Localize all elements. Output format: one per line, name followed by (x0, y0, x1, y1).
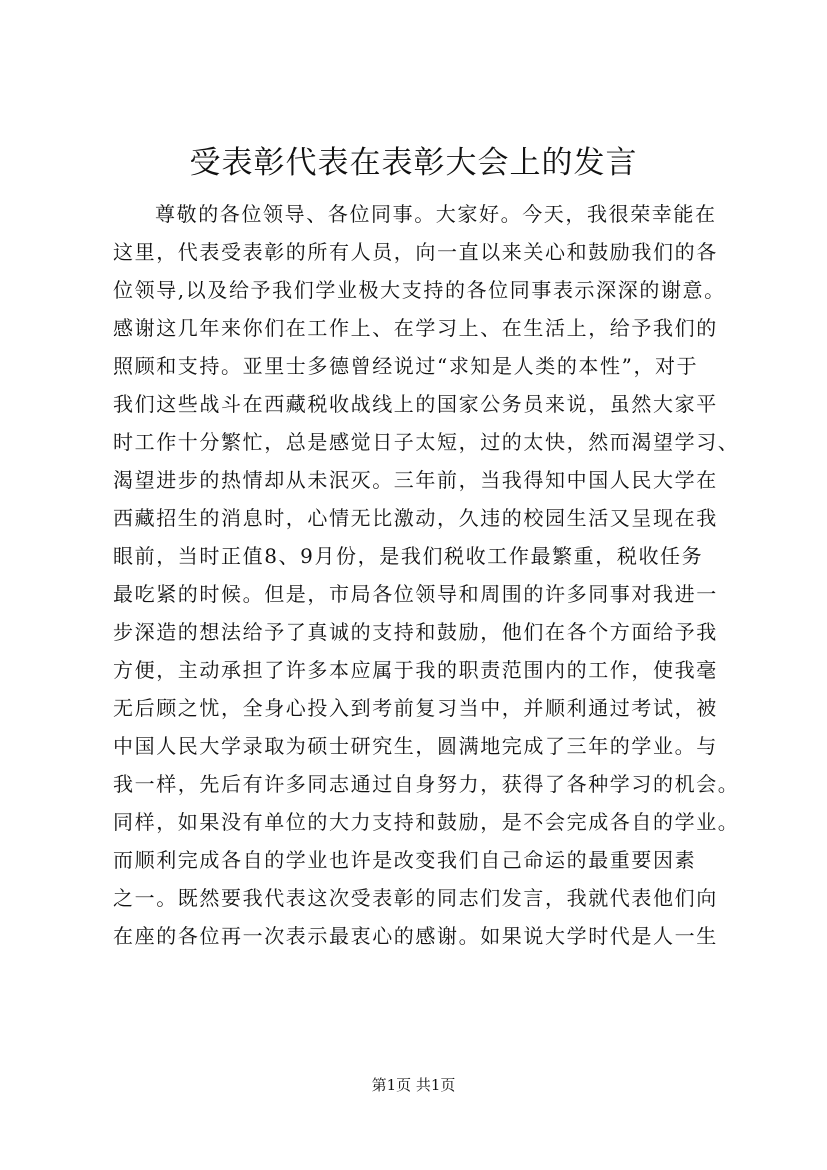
body-line: 而顺利完成各自的学业也许是改变我们自己命运的最重要因素 (113, 848, 697, 872)
body-line: 我们这些战斗在西藏税收战线上的国家公务员来说，虽然大家平 (113, 392, 718, 416)
body-line: 中国人民大学录取为硕士研究生，圆满地完成了三年的学业。与 (113, 734, 718, 758)
body-line: 无后顾之忧，全身心投入到考前复习当中，并顺利通过考试，被 (113, 696, 718, 720)
body-line: 步深造的想法给予了真诚的支持和鼓励，他们在各个方面给予我 (113, 620, 718, 644)
body-line: 尊敬的各位领导、各位同事。大家好。今天，我很荣幸能在 (155, 202, 717, 226)
document-title: 受表彰代表在表彰大会上的发言 (189, 145, 638, 181)
body-line: 方便，主动承担了许多本应属于我的职责范围内的工作，使我毫 (113, 658, 718, 682)
body-line: 眼前，当时正值8、9月份，是我们税收工作最繁重，税收任务 (113, 544, 704, 568)
body-line: 位领导,以及给予我们学业极大支持的各位同事表示深深的谢意。 (113, 278, 726, 302)
body-line: 渴望进步的热情却从未泯灭。三年前，当我得知中国人民大学在 (113, 468, 718, 492)
body-line: 时工作十分繁忙，总是感觉日子太短，过的太快，然而渴望学习、 (113, 430, 740, 454)
body-line: 在座的各位再一次表示最衷心的感谢。如果说大学时代是人一生 (113, 924, 718, 948)
body-line: 我一样，先后有许多同志通过自身努力，获得了各种学习的机会。 (113, 772, 740, 796)
body-line: 同样，如果没有单位的大力支持和鼓励，是不会完成各自的学业。 (113, 810, 740, 834)
body-line: 西藏招生的消息时，心情无比激动，久违的校园生活又呈现在我 (113, 506, 718, 530)
body-line: 这里，代表受表彰的所有人员，向一直以来关心和鼓励我们的各 (113, 240, 718, 264)
page-footer: 第1页 共1页 (371, 1076, 456, 1094)
body-line: 感谢这几年来你们在工作上、在学习上、在生活上，给予我们的 (113, 316, 718, 340)
body-line: 最吃紧的时候。但是，市局各位领导和周围的许多同事对我进一 (113, 582, 718, 606)
body-line: 照顾和支持。亚里士多德曾经说过“求知是人类的本性”，对于 (113, 354, 699, 378)
document-body (113, 195, 740, 955)
body-line: 之一。既然要我代表这次受表彰的同志们发言，我就代表他们向 (113, 886, 718, 910)
